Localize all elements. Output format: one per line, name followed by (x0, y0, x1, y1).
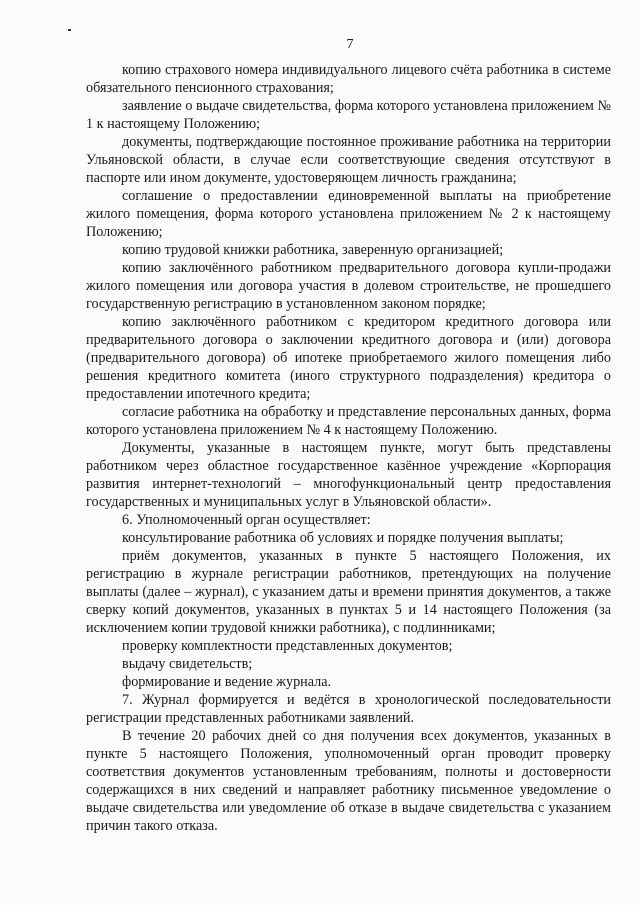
paragraph: копию страхового номера индивидуального лицевого счёта работника в системе обязательного пенсионного страхования; (86, 62, 611, 96)
paragraph: копию трудовой книжки работника, заверенную организацией; (122, 242, 504, 258)
paragraph: документы, подтверждающие постоянное проживание работника на территории Ульяновской области, в случае если соответствующие сведения отсутствуют в паспорте или ином документе, удостоверяющем личность гражданина; (86, 134, 611, 186)
scan-speck (68, 29, 71, 31)
paragraph: копию заключённого работником с кредитором кредитного договора или предварительного договора о заключении кредитного договора и (или) договора (предварительного договора) об ипотеке приобретаемого жилого помещения либо решения кредитного комитета (иного структурного подразделения) кредитора о предоставлении ипотечного кредита; (86, 314, 611, 402)
paragraph: приём документов, указанных в пункте 5 настоящего Положения, их регистрацию в журнале регистрации работников, претендующих на получение выплаты (далее – журнал), с указанием даты и времени принятия документов, а также сверку копий документов, указанных в пунктах 5 и 14 настоящего Положения (за исключением копии трудовой книжки работника), с подлинниками; (86, 548, 611, 636)
paragraph: соглашение о предоставлении единовременной выплаты на приобретение жилого помещения, форма которого установлена приложением № 2 к настоящему Положению; (86, 188, 611, 240)
paragraph: В течение 20 рабочих дней со дня получения всех документов, указанных в пункте 5 настоящего Положения, уполномоченный орган проводит проверку соответствия документов установленным требованиям, полноты и достоверности содержащихся в них сведений и направляет работнику письменное уведомление о выдаче свидетельства или уведомление об отказе в выдаче свидетельства с указанием причин такого отказа. (86, 728, 611, 834)
section-heading: 6. Уполномоченный орган осуществляет: (122, 512, 371, 528)
paragraph: консультирование работника об условиях и порядке получения выплаты; (122, 530, 564, 546)
section-heading: 7. Журнал формируется и ведётся в хронологической последовательности регистрации представленных работниками заявлений. (86, 692, 611, 726)
paragraph: проверку комплектности представленных документов; (122, 638, 453, 654)
paragraph: копию заключённого работником предварительного договора купли-продажи жилого помещения или договора участия в долевом строительстве, не прошедшего государственную регистрацию в установленном законом порядке; (86, 260, 611, 312)
paragraph: формирование и ведение журнала. (122, 674, 332, 690)
page-number: 7 (346, 37, 354, 52)
paragraph: выдачу свидетельств; (122, 656, 253, 672)
paragraph: заявление о выдаче свидетельства, форма которого установлена приложением № 1 к настоящему Положению; (86, 98, 611, 132)
document-body (86, 61, 611, 835)
paragraph: Документы, указанные в настоящем пункте, могут быть представлены работником через областное государственное казённое учреждение «Корпорация развития интернет-технологий – многофункциональный центр предоставления государственных и муниципальных услуг в Ульяновской области». (86, 440, 611, 510)
paragraph: согласие работника на обработку и представление персональных данных, форма которого установлена приложением № 4 к настоящему Положению. (86, 404, 611, 438)
